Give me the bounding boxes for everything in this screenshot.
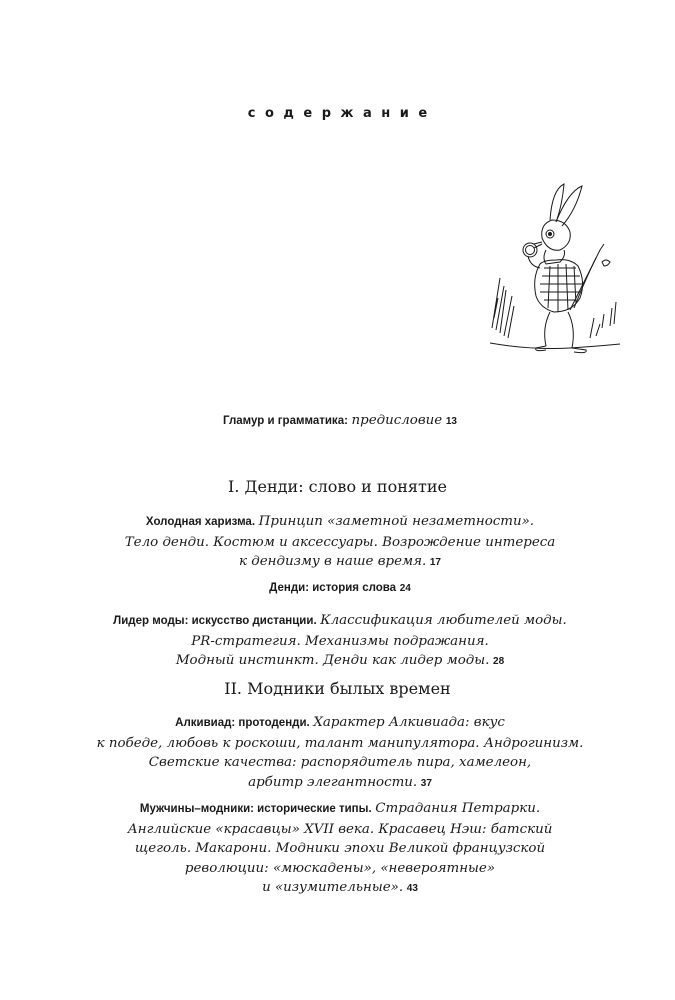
entry-description: Тело денди. Костюм и аксессуары. Возрождение интереса bbox=[124, 534, 556, 550]
entry-title: Гламур и грамматика: bbox=[223, 415, 348, 427]
page-number: 24 bbox=[399, 583, 411, 594]
part-heading-1: I. Денди: слово и понятие bbox=[228, 477, 447, 496]
entry-title: Денди: история слова bbox=[269, 582, 397, 594]
entry-description: Английские «красавцы» XVII века. Красавец Нэш: батский bbox=[127, 821, 553, 837]
entry-description: революции: «мюскадены», «невероятные» bbox=[184, 860, 496, 876]
entry-description: предисловие bbox=[351, 413, 443, 428]
contents-heading: содержание bbox=[247, 106, 437, 121]
toc-entry-historical-types[interactable] bbox=[80, 799, 600, 899]
entry-description: щеголь. Макарони. Модники эпохи Великой французской bbox=[134, 841, 546, 856]
toc-entry-alcibiades[interactable] bbox=[80, 713, 600, 793]
entry-description: арбитр элегантности. bbox=[248, 774, 418, 790]
white-rabbit-illustration bbox=[490, 178, 620, 363]
entry-description: к победе, любовь к роскоши, талант манипулятора. Андрогинизм. bbox=[96, 735, 584, 751]
toc-entry-cold-charisma[interactable] bbox=[80, 512, 600, 573]
entry-description: Страдания Петрарки. bbox=[375, 801, 541, 816]
page-number: 43 bbox=[406, 883, 418, 894]
entry-description: и «изумительные». bbox=[262, 880, 404, 895]
entry-description: Характер Алкивиада: вкус bbox=[313, 715, 505, 730]
entry-title: Холодная харизма. bbox=[145, 516, 256, 528]
page-number: 17 bbox=[429, 557, 441, 568]
entry-title: Лидер моды: искусство дистанции. bbox=[113, 615, 317, 627]
page-number: 37 bbox=[420, 777, 432, 789]
entry-description: Классификация любителей моды. bbox=[320, 613, 567, 628]
entry-description: к дендизму в наше время. bbox=[238, 554, 427, 569]
page-number: 28 bbox=[493, 656, 505, 667]
entry-description: Принцип «заметной незаметности». bbox=[258, 514, 535, 529]
entry-description: Светские качества: распорядитель пира, хамелеон, bbox=[148, 755, 532, 770]
entry-description: Модный инстинкт. Денди как лидер моды. bbox=[175, 653, 490, 668]
part-heading-2: II. Модники былых времен bbox=[224, 679, 451, 698]
toc-entry-fashion-leader[interactable] bbox=[80, 611, 600, 672]
entry-title: Мужчины–модники: исторические типы. bbox=[139, 803, 372, 815]
entry-title: Алкивиад: протоденди. bbox=[175, 717, 310, 729]
page-number: 13 bbox=[445, 416, 457, 427]
toc-entry-word-history[interactable] bbox=[80, 578, 600, 599]
entry-description: PR-стратегия. Механизмы подражания. bbox=[191, 633, 489, 649]
toc-entry-preface[interactable] bbox=[80, 411, 600, 432]
